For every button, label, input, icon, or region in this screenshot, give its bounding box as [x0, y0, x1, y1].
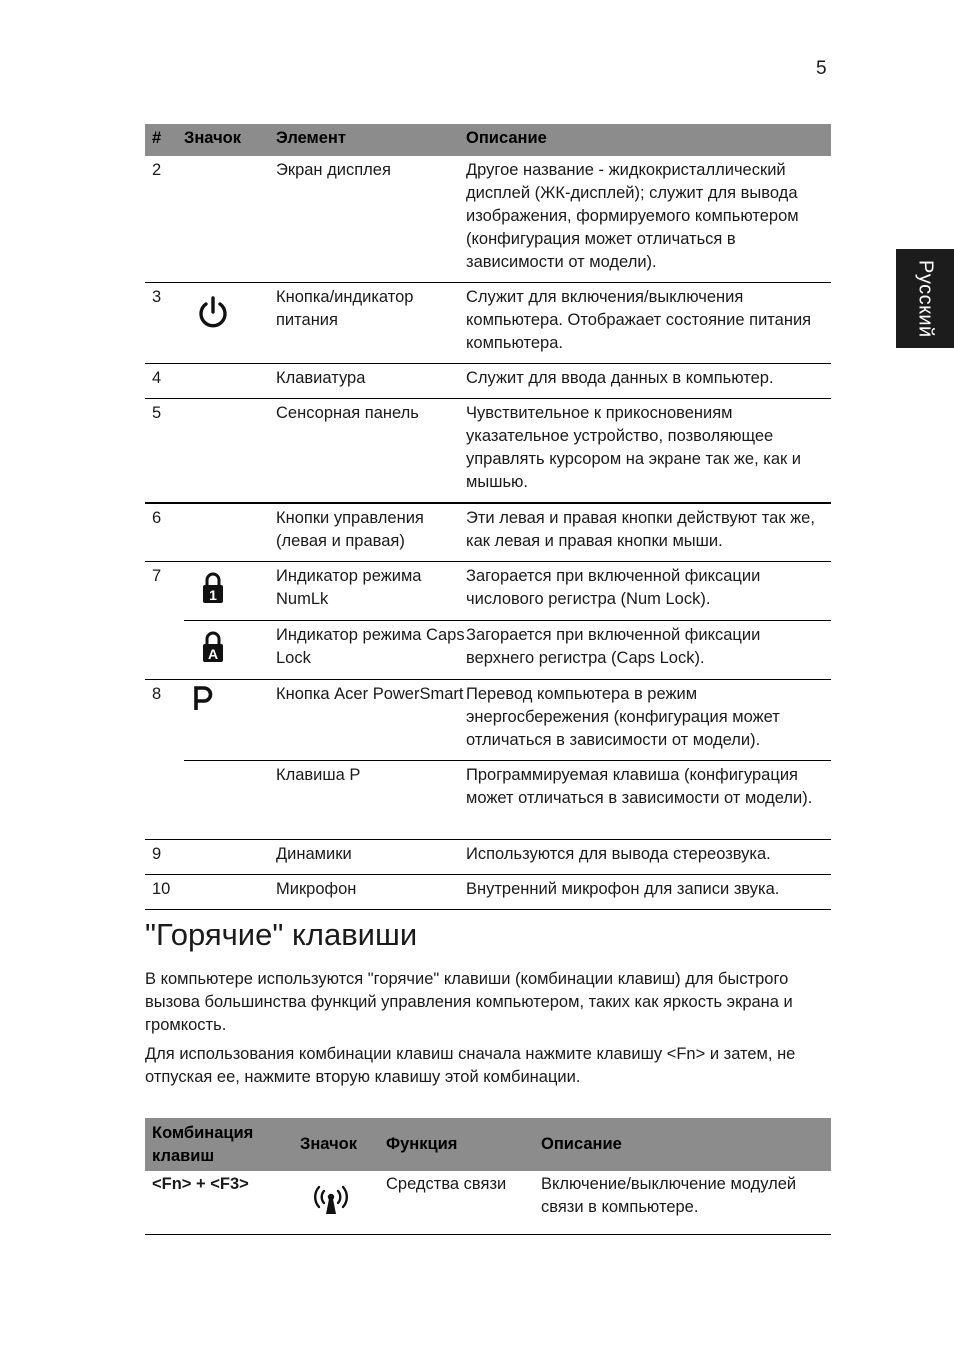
page-number: 5: [816, 58, 827, 79]
row-description: Перевод компьютера в режим энергосбережения (конфигурация может отличаться в зависимости от модели).: [466, 680, 831, 761]
row-num: 10: [145, 875, 184, 910]
row-description: Чувствительное к прикосновениям указательное устройство, позволяющее управлять курсором на экране так же, как и мышью.: [466, 399, 831, 504]
row-combo: <Fn> + <F3>: [145, 1171, 293, 1235]
row-num: 9: [145, 840, 184, 875]
table-header-row: [145, 1118, 831, 1171]
row-num: [145, 761, 184, 840]
row-num: 7: [145, 562, 184, 621]
row-element: Кнопка/индикатор питания: [276, 283, 466, 364]
hotkeys-table: [145, 1118, 831, 1235]
row-icon-empty: [184, 840, 276, 875]
svg-text:1: 1: [209, 587, 217, 603]
header-combo: Комбинация клавиш: [145, 1118, 293, 1171]
header-function: Функция: [379, 1118, 534, 1171]
row-num: 6: [145, 503, 184, 562]
row-icon: [293, 1171, 379, 1235]
table-row: [145, 283, 831, 364]
header-element: Элемент: [276, 124, 466, 156]
row-element: Кнопки управления (левая и правая): [276, 503, 466, 562]
header-icon: Значок: [184, 124, 276, 156]
table-row: [145, 621, 831, 680]
table-row: [145, 840, 831, 875]
powersmart-p-icon: [193, 686, 215, 712]
row-element: Клавиатура: [276, 364, 466, 399]
intro-paragraph: В компьютере используются "горячие" клавиши (комбинации клавиш) для быстрого вызова большинства функций управления компьютером, таких как яркость экрана и громкость.: [145, 970, 793, 1034]
language-label: Русский: [914, 259, 937, 338]
svg-text:A: A: [207, 646, 219, 662]
row-icon: [184, 283, 276, 364]
row-icon-empty: [184, 156, 276, 283]
row-icon: [184, 562, 276, 621]
table-row: [145, 364, 831, 399]
table-row: [145, 503, 831, 562]
language-side-tab: [896, 249, 954, 348]
table-row: [145, 156, 831, 283]
header-num: #: [145, 124, 184, 156]
row-description: Другое название - жидкокристаллический дисплей (ЖК-дисплей); служит для вывода изображения, формируемого компьютером (конфигурация может отличаться в зависимости от модели).: [466, 161, 799, 271]
row-description: Внутренний микрофон для записи звука.: [466, 875, 831, 910]
table-row: [145, 680, 831, 761]
table-header-row: [145, 124, 831, 156]
row-element: Кнопка Acer PowerSmart: [276, 680, 466, 761]
row-function: Средства связи: [379, 1171, 534, 1235]
row-description: Программируемая клавиша (конфигурация может отличаться в зависимости от модели).: [466, 761, 831, 840]
row-description: Эти левая и правая кнопки действуют так же, как левая и правая кнопки мыши.: [466, 503, 831, 562]
row-description: Служит для ввода данных в компьютер.: [466, 364, 831, 399]
capslock-icon: [202, 631, 224, 663]
row-icon-empty: [184, 875, 276, 910]
row-element: Микрофон: [276, 875, 466, 910]
row-num: 8: [145, 680, 184, 761]
wireless-icon: [311, 1185, 351, 1215]
row-num: [145, 621, 184, 680]
row-element: Индикатор режима NumLk: [276, 562, 466, 621]
row-description: Загорается при включенной фиксации числового регистра (Num Lock).: [466, 562, 831, 621]
row-description: Включение/выключение модулей связи в компьютере.: [534, 1171, 831, 1235]
usage-paragraph: Для использования комбинации клавиш сначала нажмите клавишу <Fn> и затем, не отпуская ее, нажмите вторую клавишу этой комбинации.: [145, 1045, 796, 1086]
header-description: Описание: [534, 1118, 831, 1171]
header-description: Описание: [466, 124, 831, 156]
section-title: "Горячие" клавиши: [145, 917, 418, 952]
row-num: 5: [145, 399, 184, 504]
table-row: [145, 1171, 831, 1235]
row-element: Клавиша P: [276, 761, 466, 840]
row-num: 3: [145, 283, 184, 364]
table-row: [145, 761, 831, 840]
row-element: Сенсорная панель: [276, 399, 466, 504]
header-icon: Значок: [293, 1118, 379, 1171]
row-icon-empty: [184, 364, 276, 399]
table-row: [145, 399, 831, 504]
table-row: [145, 562, 831, 621]
row-num: 4: [145, 364, 184, 399]
row-element: Экран дисплея: [276, 161, 391, 179]
row-icon: [184, 621, 276, 680]
numlock-icon: [202, 572, 224, 604]
table-row: [145, 875, 831, 910]
row-element: Динамики: [276, 840, 466, 875]
row-description: Служит для включения/выключения компьютера. Отображает состояние питания компьютера.: [466, 283, 831, 364]
row-description: Загорается при включенной фиксации верхнего регистра (Caps Lock).: [466, 621, 831, 680]
row-num: 2: [152, 161, 162, 179]
components-table: [145, 124, 831, 910]
row-icon: [184, 680, 276, 761]
row-icon-empty: [184, 761, 276, 840]
row-element: Индикатор режима Caps Lock: [276, 621, 466, 680]
power-icon: [195, 295, 231, 331]
row-icon-empty: [184, 503, 276, 562]
row-icon-empty: [184, 399, 276, 504]
row-description: Используются для вывода стереозвука.: [466, 840, 831, 875]
